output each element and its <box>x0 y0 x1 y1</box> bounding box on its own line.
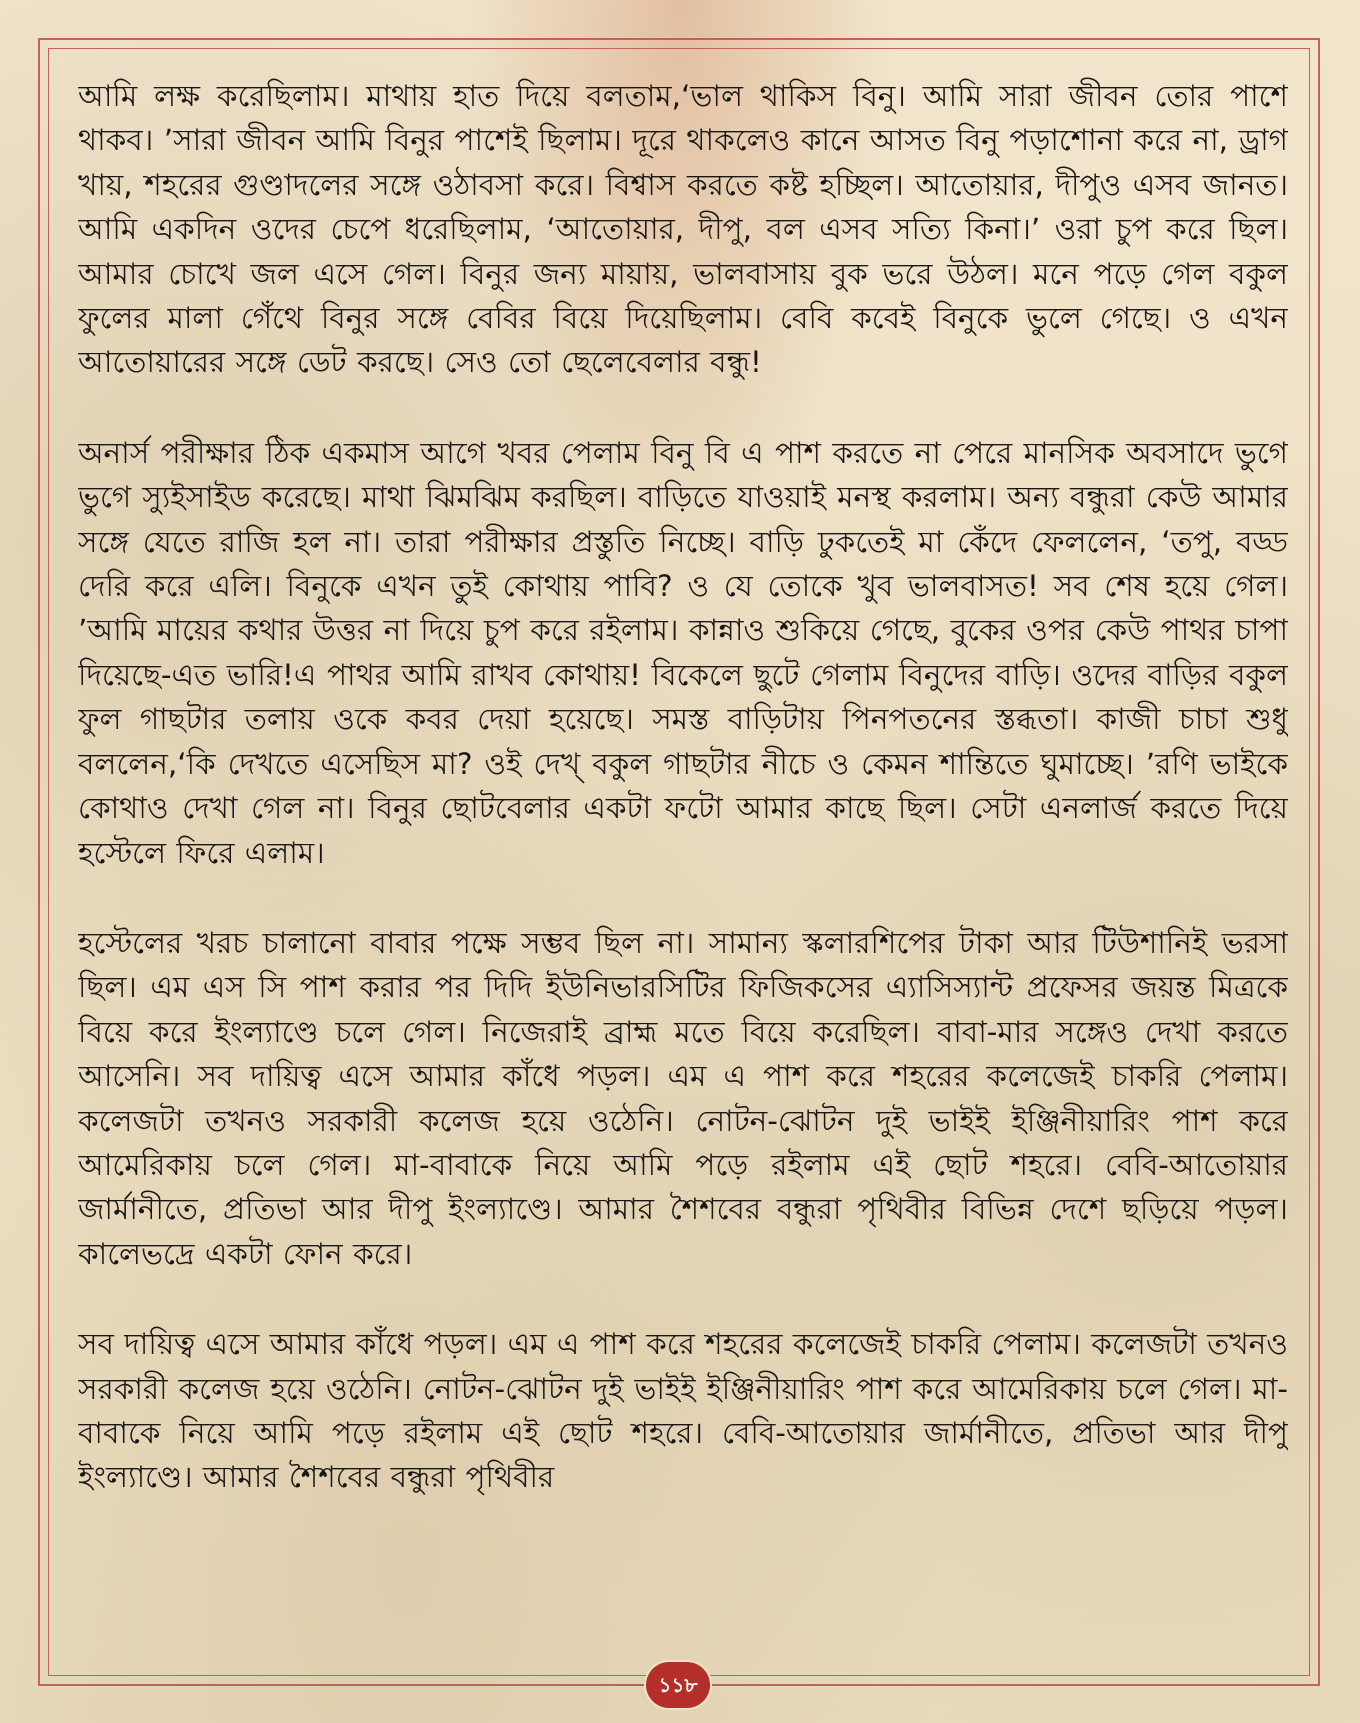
paragraph-3: হস্টেলের খরচ চালানো বাবার পক্ষে সম্ভব ছিল না। সামান্য স্কলারশিপের টাকা আর টিউশানিই ভরসা ছিল। এম এস সি পাশ করার পর দিদি ইউনিভারসিটির ফিজিকসের এ্যাসিস্যান্ট প্রফেসর জয়ন্ত মিত্রকে বিয়ে করে ইংল্যাণ্ডে চলে গেল। নিজেরাই ব্রাহ্ম মতে বিয়ে করেছিল। বাবা-মার সঙ্গেও দেখা করতে আসেনি। সব দায়িত্ব এসে আমার কাঁধে পড়ল। এম এ পাশ করে শহরের কলেজেই চাকরি পেলাম। কলেজটা তখনও সরকারী কলেজ হয়ে ওঠেনি। নোটন-ঝোটন দুই ভাইই ইঞ্জিনীয়ারিং পাশ করে আমেরিকায় চলে গেল। মা-বাবাকে নিয়ে আমি পড়ে রইলাম এই ছোট শহরে। বেবি-আতোয়ার জার্মানীতে, প্রতিভা আর দীপু ইংল্যাণ্ডে। আমার শৈশবের বন্ধুরা পৃথিবীর বিভিন্ন দেশে ছড়িয়ে পড়ল। কালেভদ্রে একটা ফোন করে। <box>78 925 1288 1271</box>
paragraph-4: সব দায়িত্ব এসে আমার কাঁধে পড়ল। এম এ পাশ করে শহরের কলেজেই চাকরি পেলাম। কলেজটা তখনও সরকারী কলেজ হয়ে ওঠেনি। নোটন-ঝোটন দুই ভাইই ইঞ্জিনীয়ারিং পাশ করে আমেরিকায় চলে গেল। মা-বাবাকে নিয়ে আমি পড়ে রইলাম এই ছোট শহরে। বেবি-আতোয়ার জার্মানীতে, প্রতিভা আর দীপু ইংল্যাণ্ডে। আমার শৈশবের বন্ধুরা পৃথিবীর <box>78 1327 1288 1495</box>
paragraph-1: আমি লক্ষ করেছিলাম। মাথায় হাত দিয়ে বলতাম,‘ভাল থাকিস বিনু। আমি সারা জীবন তোর পাশে থাকব। ’সারা জীবন আমি বিনুর পাশেই ছিলাম। দূরে থাকলেও কানে আসত বিনু পড়াশোনা করে না, ড্রাগ খায়, শহরের গুণ্ডাদলের সঙ্গে ওঠাবসা করে। বিশ্বাস করতে কষ্ট হচ্ছিল। আতোয়ার, দীপুও এসব জানত। আমি একদিন ওদের চেপে ধরেছিলাম, ‘আতোয়ার, দীপু, বল এসব সত্যি কিনা।’ ওরা চুপ করে ছিল। আমার চোখে জল এসে গেল। বিনুর জন্য মায়ায়, ভালবাসায় বুক ভরে উঠল। মনে পড়ে গেল বকুল ফুলের মালা গেঁথে বিনুর সঙ্গে বেবির বিয়ে দিয়েছিলাম। বেবি কবেই বিনুকে ভুলে গেছে। ও এখন আতোয়ারের সঙ্গে ডেট করছে। সেও তো ছেলেবেলার বন্ধু! <box>78 79 1288 380</box>
page-body <box>78 74 1288 1644</box>
page-number-badge: ১১৮ <box>646 1662 710 1708</box>
paragraph-2: অনার্স পরীক্ষার ঠিক একমাস আগে খবর পেলাম বিনু বি এ পাশ করতে না পেরে মানসিক অবসাদে ভুগে ভুগে স্যুইসাইড করেছে। মাথা ঝিমঝিম করছিল। বাড়িতে যাওয়াই মনস্থ করলাম। অন্য বন্ধুরা কেউ আমার সঙ্গে যেতে রাজি হল না। তারা পরীক্ষার প্রস্তুতি নিচ্ছে। বাড়ি ঢুকতেই মা কেঁদে ফেললেন, ‘তপু, বড্ড দেরি করে এলি। বিনুকে এখন তুই কোথায় পাবি? ও যে তোকে খুব ভালবাসত! সব শেষ হয়ে গেল। ’আমি মায়ের কথার উত্তর না দিয়ে চুপ করে রইলাম। কান্নাও শুকিয়ে গেছে, বুকের ওপর কেউ পাথর চাপা দিয়েছে-এত ভারি!এ পাথর আমি রাখব কোথায়! বিকেলে ছুটে গেলাম বিনুদের বাড়ি। ওদের বাড়ির বকুল ফুল গাছটার তলায় ওকে কবর দেয়া হয়েছে। সমস্ত বাড়িটায় পিনপতনের স্তব্ধতা। কাজী চাচা শুধু বললেন,‘কি দেখতে এসেছিস মা? ওই দেখ্ বকুল গাছটার নীচে ও কেমন শান্তিতে ঘুমাচ্ছে। ’রণি ভাইকে কোথাও দেখা গেল না। বিনুর ছোটবেলার একটা ফটো আমার কাছে ছিল। সেটা এনলার্জ করতে দিয়ে হস্টেলে ফিরে এলাম। <box>78 435 1288 870</box>
